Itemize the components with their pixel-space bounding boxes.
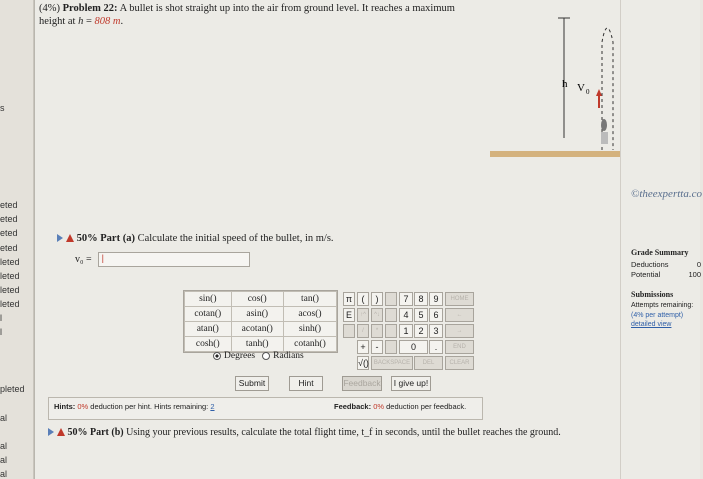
expand-icon[interactable] [57, 234, 63, 242]
copyright-text: ©theexpertta.co [631, 188, 702, 200]
key-3[interactable]: 3 [429, 324, 443, 338]
degrees-radio[interactable] [213, 352, 221, 360]
potential-value: 100 [688, 270, 701, 279]
function-button[interactable]: sin() [185, 292, 232, 307]
key-7[interactable]: 7 [399, 292, 413, 306]
key-pi[interactable]: π [343, 292, 355, 306]
function-button[interactable]: cosh() [185, 337, 232, 352]
function-button[interactable]: acotan() [231, 322, 283, 337]
left-nav-item[interactable]: eted [0, 200, 18, 210]
key-home[interactable]: HOME [445, 292, 474, 306]
key-2[interactable]: 2 [414, 324, 428, 338]
feedback-text: deduction per feedback. [386, 402, 467, 411]
warning-icon [66, 234, 74, 242]
problem-text: A bullet is shot straight up into the air from ground level. It reaches a maximum height at [39, 3, 455, 27]
hints-percent: 0% [77, 402, 89, 411]
problem-points: (4%) [39, 3, 60, 14]
left-nav-item[interactable]: l [0, 313, 2, 323]
problem-variable: h [78, 16, 84, 27]
detailed-view-link[interactable]: detailed view [631, 321, 672, 328]
height-label: h [562, 78, 568, 90]
function-button[interactable]: acos() [283, 307, 336, 322]
hints-label: Hints: [54, 402, 76, 411]
key-8[interactable]: 8 [414, 292, 428, 306]
function-button[interactable]: cotanh() [283, 337, 336, 352]
key-blank-5 [385, 340, 397, 354]
deductions-value: 0 [696, 260, 701, 269]
key-backspace[interactable]: BACKSPACE [371, 356, 413, 370]
function-button[interactable]: tan() [283, 292, 336, 307]
part-a-label: Part (a) [100, 233, 135, 244]
expand-icon[interactable] [48, 428, 54, 436]
key-e[interactable]: E [343, 308, 355, 322]
velocity-subscript: 0 [586, 88, 590, 96]
key-lparen[interactable]: ( [357, 292, 369, 306]
key-blank-3 [343, 324, 355, 338]
answer-input[interactable]: | [98, 252, 250, 267]
key-0[interactable]: 0 [399, 340, 428, 354]
hint-button[interactable]: Hint [289, 376, 323, 391]
key-blank-1 [385, 292, 397, 306]
answer-row [75, 252, 250, 267]
key-down[interactable]: ^↓ [371, 308, 383, 322]
left-nav-item[interactable]: eted [0, 214, 18, 224]
key-dot[interactable]: . [429, 340, 443, 354]
key-up[interactable]: ↑^ [357, 308, 369, 322]
attempts-remaining: Attempts remaining: [631, 302, 694, 309]
hints-text: deduction per hint. Hints remaining: [90, 402, 209, 411]
bullet [601, 119, 607, 131]
key-minus[interactable]: - [371, 340, 383, 354]
part-a-question [57, 233, 334, 244]
function-button[interactable]: cotan() [185, 307, 232, 322]
hints-bar [48, 397, 483, 420]
gun-barrel [601, 132, 608, 144]
function-button[interactable]: atan() [185, 322, 232, 337]
left-nav-item[interactable]: pleted [0, 384, 25, 394]
left-nav-item[interactable]: leted [0, 299, 20, 309]
angle-mode [213, 351, 304, 361]
problem-equals: = [83, 16, 95, 27]
left-nav-item[interactable]: al [0, 441, 8, 451]
left-nav-item[interactable]: al [0, 413, 8, 423]
function-row [185, 322, 337, 337]
key-right[interactable]: → [445, 324, 474, 338]
left-nav-item[interactable]: leted [0, 271, 20, 281]
velocity-arrowhead [596, 89, 602, 96]
hints-remaining: 2 [210, 402, 215, 411]
left-nav-item[interactable]: leted [0, 257, 20, 267]
main-panel [34, 0, 620, 479]
part-b-question[interactable] [48, 427, 561, 438]
left-nav-item[interactable]: l [0, 327, 2, 337]
deductions-label: Deductions [631, 260, 669, 269]
submissions-title: Submissions [631, 290, 674, 299]
potential-label: Potential [631, 270, 661, 279]
key-6[interactable]: 6 [429, 308, 443, 322]
key-left[interactable]: ← [445, 308, 474, 322]
give-up-button[interactable]: I give up! [391, 376, 431, 391]
answer-variable-label: v₀ = [75, 254, 92, 265]
per-attempt-text: (4% per attempt) [631, 312, 684, 319]
feedback-label: Feedback: [334, 402, 372, 411]
function-button[interactable]: sinh() [283, 322, 336, 337]
right-panel [620, 0, 700, 479]
key-blank-4 [385, 324, 397, 338]
trajectory-path [602, 28, 613, 150]
grade-summary-title: Grade Summary [631, 248, 689, 257]
left-nav-item[interactable]: al [0, 469, 8, 479]
key-5[interactable]: 5 [414, 308, 428, 322]
problem-title: Problem 22: [62, 3, 118, 14]
part-b-text: Using your previous results, calculate the total flight time, t_f in seconds, until the bullet reaches the ground. [126, 427, 561, 438]
key-end[interactable]: END [445, 340, 474, 354]
problem-statement [39, 2, 479, 28]
part-b-label: Part (b) [90, 427, 124, 438]
key-1[interactable]: 1 [399, 324, 413, 338]
key-blank-2 [385, 308, 397, 322]
left-nav-item[interactable]: eted [0, 243, 18, 253]
key-9[interactable]: 9 [429, 292, 443, 306]
function-grid [183, 290, 338, 353]
problem-end: . [120, 16, 124, 27]
key-plus[interactable]: + [357, 340, 369, 354]
function-button[interactable]: cos() [231, 292, 283, 307]
key-4[interactable]: 4 [399, 308, 413, 322]
feedback-button[interactable]: Feedback [342, 376, 382, 391]
radians-label: Radians [273, 351, 304, 361]
part-a-text: Calculate the initial speed of the bullet, in m/s. [137, 233, 334, 244]
part-b-percent: 50% [67, 427, 88, 438]
radians-radio[interactable] [262, 352, 270, 360]
velocity-label: V [577, 82, 585, 94]
function-row [185, 307, 337, 322]
degrees-label: Degrees [224, 351, 256, 361]
function-button[interactable]: asin() [231, 307, 283, 322]
key-sqrt[interactable]: √() [358, 358, 369, 368]
feedback-percent: 0% [373, 402, 385, 411]
warning-icon [57, 428, 65, 436]
key-clear[interactable]: CLEAR [445, 356, 474, 370]
left-navigation-strip [0, 0, 34, 479]
key-slash[interactable]: / [357, 324, 369, 338]
function-button[interactable]: tanh() [231, 337, 283, 352]
function-row [185, 292, 337, 307]
feedback-info [334, 402, 466, 411]
left-nav-item[interactable]: eted [0, 228, 18, 238]
left-nav-item[interactable]: al [0, 455, 8, 465]
part-a-percent: 50% [76, 233, 98, 244]
problem-value: 808 m [94, 16, 121, 27]
key-rparen[interactable]: ) [371, 292, 383, 306]
deductions-row [631, 260, 701, 269]
submit-button[interactable]: Submit [235, 376, 269, 391]
left-nav-item[interactable]: s [0, 103, 5, 113]
key-del[interactable]: DEL [414, 356, 443, 370]
potential-row [631, 270, 701, 279]
left-nav-item[interactable]: leted [0, 285, 20, 295]
key-times[interactable]: * [371, 324, 383, 338]
function-row [185, 337, 337, 352]
